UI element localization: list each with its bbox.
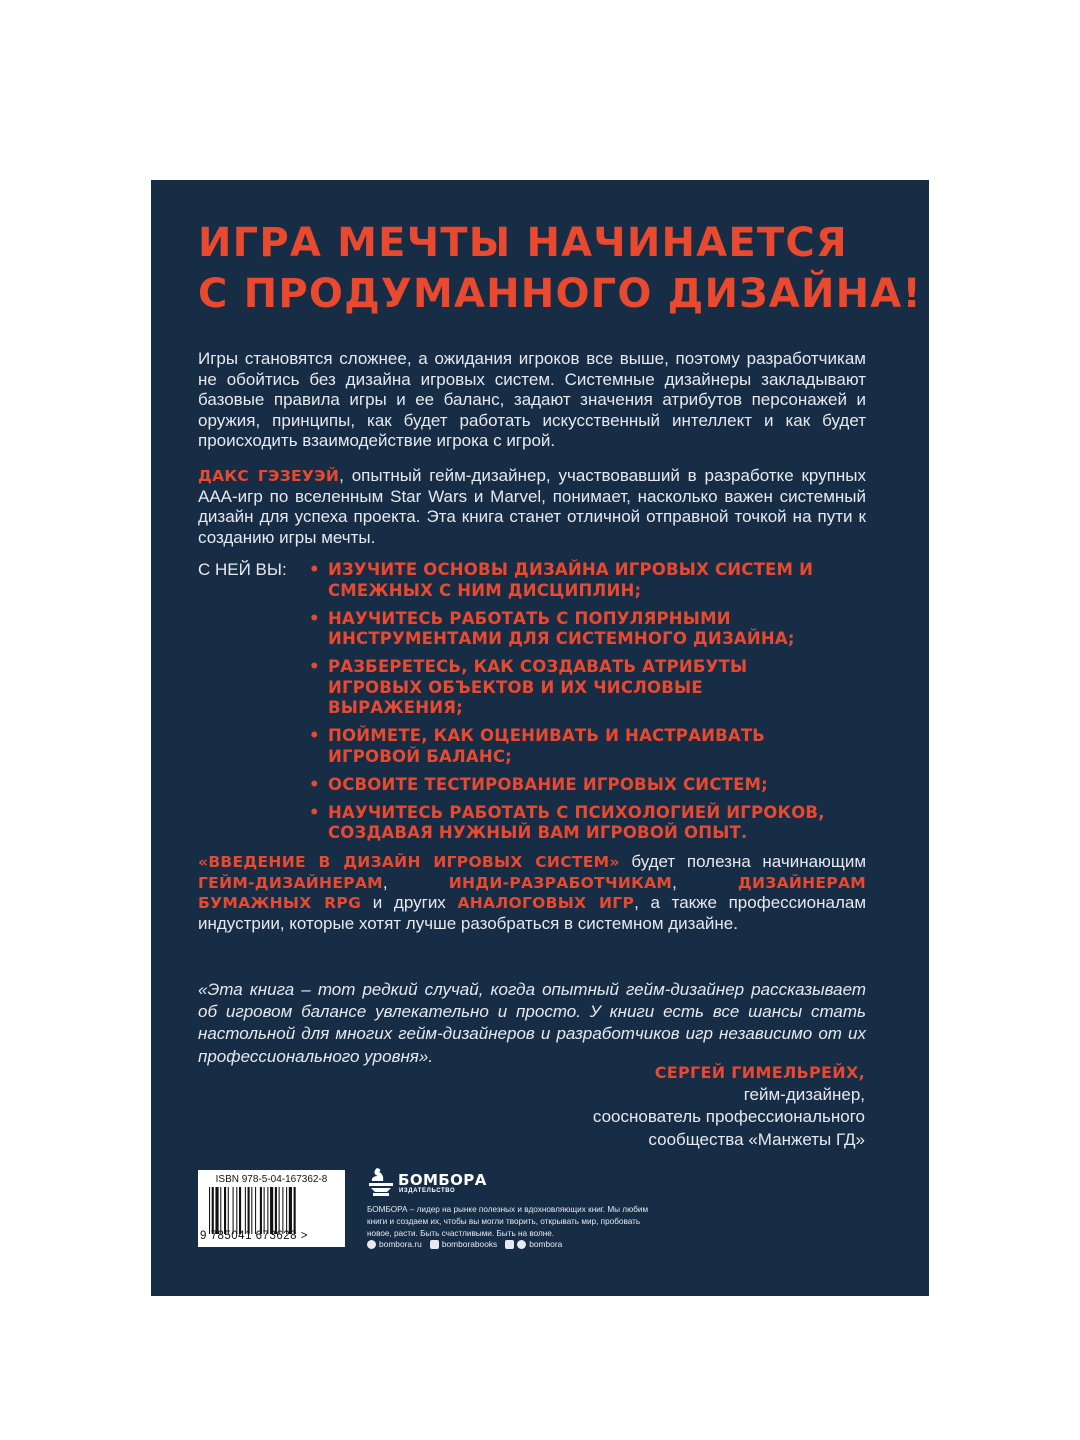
headline-line-2: С ПРОДУМАННОГО ДИЗАЙНА!	[198, 271, 922, 317]
audience-text: ,	[672, 872, 738, 892]
barcode-bar	[275, 1187, 277, 1234]
isbn-label: ISBN 978-5-04-167362-8	[215, 1174, 328, 1185]
author-paragraph	[198, 466, 866, 548]
reviewer-role-1: гейм-дизайнер,	[743, 1085, 865, 1105]
barcode-bar	[215, 1187, 218, 1234]
benefit-item	[309, 609, 829, 650]
benefit-item	[309, 803, 829, 844]
social-label: bombora	[529, 1239, 563, 1249]
social-item[interactable]	[367, 1239, 422, 1249]
benefits-list	[309, 560, 829, 851]
benefit-item	[309, 560, 829, 601]
bullet-dot: •	[309, 802, 320, 822]
review-quote: «Эта книга – тот редкий случай, когда опытный гейм-дизайнер рассказывает об игровом балансе увлекательно и просто. У книги есть все шансы стать настольной для многих гейм-дизайнеров и разработчиков игр независимо от их профессионального уровня».	[198, 980, 866, 1066]
audience-text: будет полезна начинающим	[619, 852, 867, 871]
headline-line-1: ИГРА МЕЧТЫ НАЧИНАЕТСЯ	[198, 220, 848, 266]
publisher-socials	[367, 1239, 667, 1249]
social-label: bomborabooks	[441, 1239, 498, 1249]
barcode-bar	[248, 1187, 250, 1234]
barcode-bar	[260, 1187, 262, 1234]
barcode-bar	[279, 1187, 280, 1234]
benefits-label: С НЕЙ ВЫ:	[198, 560, 287, 579]
book-title: «ВВЕДЕНИЕ В ДИЗАЙН ИГРОВЫХ СИСТЕМ»	[198, 853, 620, 871]
audience-paragraph	[198, 852, 866, 934]
barcode-bar	[286, 1187, 287, 1234]
publisher-brand-sub: ИЗДАТЕЛЬСТВО	[399, 1188, 456, 1194]
intro-paragraph: Игры становятся сложнее, а ожидания игроков все выше, поэтому разработчикам не обойтись без дизайна игровых систем. Системные дизайнеры закладывают базовые правила игры и ее баланс, задают значения атрибутов персонажей и оружия, принципы, как будет работать искусственный интеллект и как будет происходить взаимодействие игрока с игрой.	[198, 349, 866, 451]
barcode-bar	[289, 1187, 292, 1234]
bombora-logo-icon	[367, 1166, 397, 1198]
author-description: , опытный гейм-дизайнер, участвовавший в разработке крупных AAA-игр по вселенным Star Wars и Marvel, понимает, насколько важен системный дизайн для успеха проекта. Эта книга станет отличной отправной точкой на пути к созданию игры мечты.	[198, 466, 867, 547]
bullet-dot: •	[309, 774, 320, 794]
benefit-text: ОСВОИТЕ ТЕСТИРОВАНИЕ ИГРОВЫХ СИСТЕМ;	[328, 774, 768, 794]
audience-accent: ДИЗАЙНЕРАМ БУМАЖНЫХ RPG	[198, 873, 867, 913]
publisher-description: БОМБОРА – лидер на рынке полезных и вдохновляющих книг. Мы любим книги и создаем их, чтобы вы могли творить, открывать мир, пробовать новое, расти. Быть счастливыми. Быть на волне.	[367, 1205, 649, 1238]
benefit-text: НАУЧИТЕСЬ РАБОТАТЬ С ПОПУЛЯРНЫМИ ИНСТРУМЕНТАМИ ДЛЯ СИСТЕМНОГО ДИЗАЙНА;	[328, 608, 795, 648]
bullet-dot: •	[309, 657, 320, 676]
barcode-bar	[282, 1187, 283, 1234]
vk-icon	[430, 1240, 439, 1249]
benefit-item	[309, 657, 829, 719]
audience-accent: АНАЛОГОВЫХ ИГР	[457, 894, 635, 913]
audience-accent: ГЕЙМ-ДИЗАЙНЕРАМ	[198, 873, 383, 892]
isbn-barcode	[198, 1170, 345, 1247]
bullet-dot: •	[309, 560, 320, 579]
reviewer-role-2: сооснователь профессионального	[592, 1107, 865, 1127]
author-name: ДАКС ГЭЗЕУЭЙ	[198, 467, 340, 485]
barcode-bar	[239, 1187, 241, 1234]
instagram-icon	[367, 1240, 376, 1249]
social-item[interactable]	[430, 1239, 497, 1249]
barcode-bar	[224, 1187, 226, 1234]
bullet-dot: •	[309, 608, 320, 628]
barcode-bar	[236, 1187, 237, 1234]
audience-text: и других	[361, 893, 458, 913]
social-item[interactable]	[505, 1239, 562, 1249]
benefit-text: НАУЧИТЕСЬ РАБОТАТЬ С ПСИХОЛОГИЕЙ ИГРОКОВ, СОЗДАВАЯ НУЖНЫЙ ВАМ ИГРОВОЙ ОПЫТ.	[328, 802, 825, 842]
publisher-brand: БОМБОРА	[398, 1171, 487, 1189]
benefit-item	[309, 726, 829, 767]
bullet-dot: •	[309, 726, 320, 745]
benefit-text: ПОЙМЕТЕ, КАК ОЦЕНИВАТЬ И НАСТРАИВАТЬ ИГРОВОЙ БАЛАНС;	[328, 726, 766, 766]
book-back-cover	[151, 180, 929, 1296]
barcode-bar	[270, 1187, 273, 1234]
barcode-bar	[267, 1187, 268, 1234]
quote-attribution	[593, 1062, 865, 1151]
audience-text: ,	[382, 872, 449, 892]
barcode-bar	[228, 1187, 229, 1234]
audience-accent: ИНДИ-РАЗРАБОТЧИКАМ	[448, 873, 673, 892]
barcode-bar	[220, 1187, 221, 1234]
youtube-icon	[505, 1240, 514, 1249]
audience-text: , а также профессионалам индустрии, которые хотят лучше разобраться в системном дизайне.	[198, 893, 867, 933]
social-label: bombora.ru	[379, 1239, 422, 1249]
barcode-bar	[233, 1187, 234, 1234]
barcode-bar	[255, 1187, 256, 1234]
telegram-icon	[517, 1240, 526, 1249]
barcode-bar	[212, 1187, 214, 1234]
headline	[198, 218, 922, 320]
barcode-digits: 9 785041 673628 >	[200, 1230, 308, 1242]
barcode-bar	[251, 1187, 252, 1234]
barcode-bar	[209, 1187, 210, 1234]
reviewer-name: СЕРГЕЙ ГИМЕЛЬРЕЙХ,	[654, 1063, 865, 1082]
barcode-bar	[294, 1187, 296, 1234]
barcode-bar	[245, 1187, 246, 1234]
reviewer-role-3: сообщества «Манжеты ГД»	[648, 1129, 865, 1149]
benefit-item	[309, 775, 829, 796]
barcode-bars	[208, 1187, 338, 1234]
benefit-text: ИЗУЧИТЕ ОСНОВЫ ДИЗАЙНА ИГРОВЫХ СИСТЕМ И СМЕЖНЫХ С НИМ ДИСЦИПЛИН;	[328, 560, 814, 600]
benefit-text: РАЗБЕРЕТЕСЬ, КАК СОЗДАВАТЬ АТРИБУТЫ ИГРОВЫХ ОБЪЕКТОВ И ИХ ЧИСЛОВЫЕ ВЫРАЖЕНИЯ;	[328, 657, 748, 717]
barcode-bar	[264, 1187, 265, 1234]
